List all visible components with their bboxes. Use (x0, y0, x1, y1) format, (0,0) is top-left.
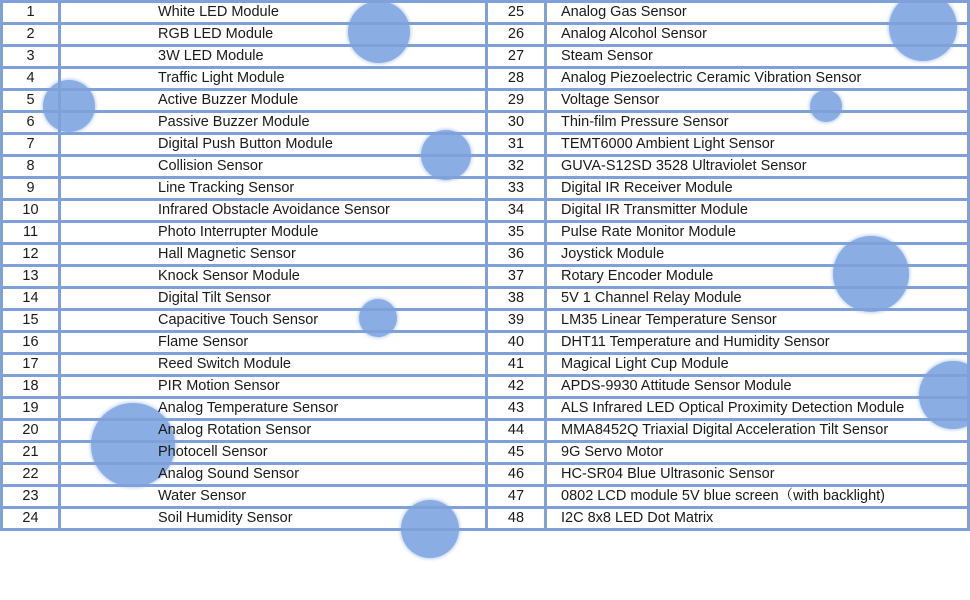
item-number-text: 26 (507, 26, 525, 42)
table-row (2, 420, 487, 442)
module-name-text: GUVA-S12SD 3528 Ultraviolet Sensor (561, 158, 807, 174)
module-name (546, 354, 969, 376)
module-name-text: Rotary Encoder Module (561, 268, 714, 284)
item-number-text: 11 (22, 224, 39, 240)
module-name-text: MMA8452Q Triaxial Digital Acceleration Tilt Sensor (561, 422, 889, 438)
table-row (487, 200, 969, 222)
item-number (2, 354, 60, 376)
module-name (546, 90, 969, 112)
module-name (60, 332, 487, 354)
table-row (487, 2, 969, 24)
module-name (60, 68, 487, 90)
table-row (487, 90, 969, 112)
table-row (487, 266, 969, 288)
table-row (487, 134, 969, 156)
item-number-text: 47 (507, 488, 525, 504)
table-row (2, 288, 487, 310)
item-number-text: 2 (26, 26, 35, 42)
item-number (487, 442, 546, 464)
table-row (2, 398, 487, 420)
module-name (60, 464, 487, 486)
module-name (60, 46, 487, 68)
item-number-text: 22 (22, 466, 39, 482)
item-number (487, 310, 546, 332)
item-number (487, 156, 546, 178)
module-name-text: Soil Humidity Sensor (158, 510, 293, 526)
table-row (2, 442, 487, 464)
item-number (2, 178, 60, 200)
table-row (487, 332, 969, 354)
item-number (2, 156, 60, 178)
item-number (487, 68, 546, 90)
item-number-text: 38 (507, 290, 525, 306)
item-number (487, 24, 546, 46)
item-number (2, 24, 60, 46)
table-row (2, 90, 487, 112)
item-number-text: 1 (26, 4, 35, 20)
item-number-text: 29 (507, 92, 525, 108)
item-number-text: 5 (26, 92, 35, 108)
module-name (546, 332, 969, 354)
table-row (2, 464, 487, 486)
module-name-text: RGB LED Module (158, 26, 274, 42)
module-name (60, 222, 487, 244)
module-name-text: TEMT6000 Ambient Light Sensor (561, 136, 775, 152)
item-number-text: 13 (22, 268, 39, 284)
item-number (487, 288, 546, 310)
item-number (487, 222, 546, 244)
module-name-text: Photo Interrupter Module (158, 224, 319, 240)
item-number-text: 7 (26, 136, 35, 152)
module-name (60, 244, 487, 266)
table-row (487, 244, 969, 266)
item-number (487, 200, 546, 222)
item-number-text: 35 (507, 224, 525, 240)
module-name-text: HC-SR04 Blue Ultrasonic Sensor (561, 466, 775, 482)
module-name (60, 2, 487, 24)
module-name-text: Reed Switch Module (158, 356, 291, 372)
item-number-text: 43 (507, 400, 525, 416)
module-name (546, 222, 969, 244)
item-number-text: 42 (507, 378, 525, 394)
module-name (60, 486, 487, 508)
module-name (60, 24, 487, 46)
module-name-text: Thin-film Pressure Sensor (561, 114, 729, 130)
item-number-text: 44 (507, 422, 525, 438)
module-name (546, 244, 969, 266)
table-row (2, 266, 487, 288)
table-row (487, 398, 969, 420)
item-number (487, 134, 546, 156)
table-row (2, 46, 487, 68)
item-number-text: 39 (507, 312, 525, 328)
item-number (2, 46, 60, 68)
table-row (2, 222, 487, 244)
table-row (487, 68, 969, 90)
item-number-text: 25 (507, 4, 525, 20)
item-number-text: 28 (507, 70, 525, 86)
module-name-text: Digital IR Transmitter Module (561, 202, 748, 218)
table-row (2, 354, 487, 376)
item-number (2, 442, 60, 464)
module-name-text: ALS Infrared LED Optical Proximity Detection Module (561, 400, 905, 416)
item-number (2, 310, 60, 332)
module-name (546, 68, 969, 90)
item-number (487, 2, 546, 24)
item-number (487, 266, 546, 288)
item-number-text: 36 (507, 246, 525, 262)
table-row (487, 222, 969, 244)
module-name (546, 464, 969, 486)
item-number-text: 15 (22, 312, 39, 328)
module-list-table-right (485, 0, 970, 531)
module-name (546, 376, 969, 398)
table-row (487, 178, 969, 200)
table-row (487, 46, 969, 68)
module-name-text: Capacitive Touch Sensor (158, 312, 319, 328)
item-number-text: 9 (26, 180, 35, 196)
item-number (487, 354, 546, 376)
table-row (487, 508, 969, 530)
module-name-text: Infrared Obstacle Avoidance Sensor (158, 202, 390, 218)
module-name (546, 508, 969, 530)
module-name-text: Digital Tilt Sensor (158, 290, 271, 306)
item-number (487, 90, 546, 112)
module-name (60, 442, 487, 464)
item-number-text: 31 (507, 136, 525, 152)
table-row (2, 486, 487, 508)
item-number (2, 200, 60, 222)
item-number-text: 10 (22, 202, 39, 218)
item-number (2, 464, 60, 486)
module-name (546, 112, 969, 134)
item-number-text: 4 (26, 70, 35, 86)
module-list-table-left (0, 0, 488, 531)
module-name (60, 354, 487, 376)
item-number (2, 266, 60, 288)
module-name-text: Digital Push Button Module (158, 136, 333, 152)
table-row (2, 112, 487, 134)
item-number (2, 288, 60, 310)
item-number-text: 18 (22, 378, 39, 394)
item-number (2, 90, 60, 112)
module-name (60, 398, 487, 420)
table-row (487, 442, 969, 464)
module-name-text: Traffic Light Module (158, 70, 285, 86)
module-name-text: Knock Sensor Module (158, 268, 300, 284)
item-number-text: 12 (22, 246, 39, 262)
table-row (487, 486, 969, 508)
module-name (546, 310, 969, 332)
table-row (487, 156, 969, 178)
module-name (60, 288, 487, 310)
item-number-text: 37 (507, 268, 525, 284)
module-name-text: 0802 LCD module 5V blue screen（with backlight) (561, 488, 886, 504)
item-number (487, 112, 546, 134)
item-number (2, 112, 60, 134)
module-name-text: Analog Temperature Sensor (158, 400, 339, 416)
table-row (2, 200, 487, 222)
module-name (546, 420, 969, 442)
item-number-text: 33 (507, 180, 525, 196)
table-row (2, 68, 487, 90)
module-name-text: Analog Rotation Sensor (158, 422, 312, 438)
item-number (487, 420, 546, 442)
item-number (487, 464, 546, 486)
table-row (2, 24, 487, 46)
table-row (487, 310, 969, 332)
table-row (2, 2, 487, 24)
item-number (2, 134, 60, 156)
module-name-text: APDS-9930 Attitude Sensor Module (561, 378, 792, 394)
module-name-text: I2C 8x8 LED Dot Matrix (561, 510, 714, 526)
module-name (60, 156, 487, 178)
module-name (546, 200, 969, 222)
item-number (2, 2, 60, 24)
module-name (546, 266, 969, 288)
module-name (60, 310, 487, 332)
module-name (546, 398, 969, 420)
module-name (60, 112, 487, 134)
item-number-text: 8 (26, 158, 35, 174)
module-name (60, 420, 487, 442)
table-row (487, 376, 969, 398)
table-row (2, 178, 487, 200)
module-name (546, 156, 969, 178)
module-name-text: Active Buzzer Module (158, 92, 299, 108)
module-name (546, 178, 969, 200)
item-number-text: 40 (507, 334, 525, 350)
item-number-text: 27 (507, 48, 525, 64)
module-name-text: Magical Light Cup Module (561, 356, 729, 372)
table-row (2, 134, 487, 156)
module-name-text: 5V 1 Channel Relay Module (561, 290, 742, 306)
item-number (487, 398, 546, 420)
module-name (546, 2, 969, 24)
item-number-text: 6 (26, 114, 35, 130)
table-row (487, 354, 969, 376)
module-name-text: DHT11 Temperature and Humidity Sensor (561, 334, 830, 350)
module-name (60, 376, 487, 398)
module-name (546, 442, 969, 464)
module-name (60, 90, 487, 112)
module-name (60, 266, 487, 288)
module-name (546, 46, 969, 68)
item-number (487, 486, 546, 508)
table-row (487, 464, 969, 486)
module-name-text: Hall Magnetic Sensor (158, 246, 296, 262)
item-number (487, 376, 546, 398)
item-number-text: 14 (22, 290, 39, 306)
item-number (2, 398, 60, 420)
item-number (487, 332, 546, 354)
module-name-text: Flame Sensor (158, 334, 249, 350)
item-number-text: 21 (22, 444, 39, 460)
module-name-text: Line Tracking Sensor (158, 180, 295, 196)
module-name (546, 134, 969, 156)
item-number (2, 332, 60, 354)
module-name-text: 3W LED Module (158, 48, 264, 64)
module-name (60, 178, 487, 200)
module-name (546, 486, 969, 508)
table-row (2, 310, 487, 332)
module-name-text: Passive Buzzer Module (158, 114, 310, 130)
module-name-text: Analog Alcohol Sensor (561, 26, 707, 42)
item-number-text: 16 (22, 334, 39, 350)
module-name-text: Water Sensor (158, 488, 247, 504)
table-row (487, 288, 969, 310)
item-number-text: 30 (507, 114, 525, 130)
module-name-text: Voltage Sensor (561, 92, 660, 108)
item-number-text: 3 (26, 48, 35, 64)
item-number (487, 178, 546, 200)
item-number-text: 24 (22, 510, 39, 526)
module-name-text: Joystick Module (561, 246, 665, 262)
module-name (546, 24, 969, 46)
module-name-text: Analog Piezoelectric Ceramic Vibration Sensor (561, 70, 862, 86)
item-number (2, 222, 60, 244)
item-number (2, 376, 60, 398)
item-number (2, 420, 60, 442)
item-number-text: 17 (22, 356, 39, 372)
module-name (60, 200, 487, 222)
module-name-text: 9G Servo Motor (561, 444, 664, 460)
item-number-text: 45 (507, 444, 525, 460)
item-number-text: 46 (507, 466, 525, 482)
table-row (2, 156, 487, 178)
item-number (2, 68, 60, 90)
item-number (487, 508, 546, 530)
table-row (487, 24, 969, 46)
item-number (487, 46, 546, 68)
module-name (60, 508, 487, 530)
item-number-text: 48 (507, 510, 525, 526)
item-number-text: 20 (22, 422, 39, 438)
module-name-text: Analog Gas Sensor (561, 4, 687, 20)
item-number (487, 244, 546, 266)
table-row (487, 420, 969, 442)
module-name-text: LM35 Linear Temperature Sensor (561, 312, 777, 328)
item-number-text: 32 (507, 158, 525, 174)
item-number-text: 23 (22, 488, 39, 504)
module-name-text: Digital IR Receiver Module (561, 180, 733, 196)
item-number (2, 486, 60, 508)
module-name-text: Photocell Sensor (158, 444, 268, 460)
module-name-text: Collision Sensor (158, 158, 263, 174)
module-name-text: PIR Motion Sensor (158, 378, 280, 394)
module-name-text: Pulse Rate Monitor Module (561, 224, 736, 240)
module-name-text: White LED Module (158, 4, 279, 20)
module-name-text: Analog Sound Sensor (158, 466, 300, 482)
item-number (2, 244, 60, 266)
module-name-text: Steam Sensor (561, 48, 653, 64)
table-row (2, 332, 487, 354)
item-number-text: 19 (22, 400, 39, 416)
module-name (60, 134, 487, 156)
item-number-text: 41 (507, 356, 525, 372)
item-number-text: 34 (507, 202, 525, 218)
item-number (2, 508, 60, 530)
table-row (2, 244, 487, 266)
table-row (2, 508, 487, 530)
module-name (546, 288, 969, 310)
table-row (2, 376, 487, 398)
table-row (487, 112, 969, 134)
